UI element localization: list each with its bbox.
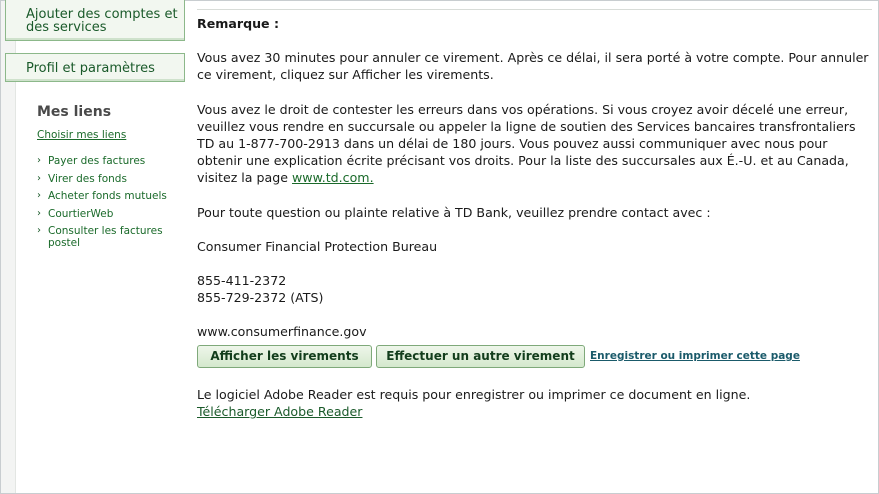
action-buttons — [197, 344, 800, 368]
chevron-right-icon: › — [37, 172, 41, 184]
main-content — [197, 15, 872, 341]
remarque-heading: Remarque : — [197, 16, 280, 31]
link-label: Acheter fonds mutuels — [48, 190, 167, 202]
content-top-divider — [197, 9, 872, 10]
link-virer-fonds[interactable] — [37, 173, 177, 185]
another-transfer-button[interactable]: Effectuer un autre virement — [376, 345, 585, 368]
chevron-right-icon: › — [37, 155, 41, 166]
td-website-link[interactable]: www.td.com. — [292, 170, 374, 186]
cancel-note: Vous avez 30 minutes pour annuler ce virement. Après ce délai, il sera porté à votre compte. Pour annuler ce virement, cliquez sur Afficher les virements. — [197, 50, 869, 83]
adobe-reader-note: Le logiciel Adobe Reader est requis pour enregistrer ou imprimer ce document en ligne. — [197, 387, 751, 402]
chevron-right-icon: › — [37, 225, 41, 236]
download-adobe-reader-link[interactable]: Télécharger Adobe Reader — [197, 404, 363, 419]
dispute-note-text: Vous avez le droit de contester les erreurs dans vos opérations. Si vous croyez avoir décelé une erreur, veuillez vous rendre en succursale ou appeler la ligne de soutien des Services bancaires transfrontaliers TD au 1-877-700-2913 dans un délai de 180 jours. Vous pouvez aussi communiquer avec nous pour obtenir une explication écrite précisant vos droits. Pour la liste des succursales aux É.-U. et au Canada, visitez la page — [197, 101, 856, 186]
link-payer-factures[interactable] — [37, 155, 177, 167]
link-label: Consulter les factures postel — [48, 225, 163, 249]
save-print-link[interactable]: Enregistrer ou imprimer cette page — [590, 350, 800, 362]
chevron-right-icon: › — [37, 190, 41, 201]
link-acheter-fonds-mutuels[interactable] — [37, 190, 177, 202]
phone-number-tty: 855-729-2372 (ATS) — [197, 290, 324, 306]
phone-number: 855-411-2372 — [197, 273, 287, 289]
mes-liens-list — [37, 155, 177, 255]
link-label: Virer des fonds — [48, 172, 127, 185]
view-transfers-button[interactable]: Afficher les virements — [197, 345, 372, 368]
nav-add-accounts-services[interactable]: Ajouter des comptes et des services — [5, 0, 185, 41]
bureau-website: www.consumerfinance.gov — [197, 324, 367, 340]
link-label: CourtierWeb — [48, 207, 114, 220]
chevron-right-icon: › — [37, 207, 41, 219]
mes-liens-heading: Mes liens — [37, 104, 112, 120]
choose-links-link[interactable]: Choisir mes liens — [37, 129, 127, 141]
bureau-name: Consumer Financial Protection Bureau — [197, 238, 438, 254]
complaint-intro: Pour toute question ou plainte relative à TD Bank, veuillez prendre contact avec : — [197, 204, 711, 220]
link-consulter-factures-postel[interactable] — [37, 225, 177, 249]
dispute-note — [197, 101, 872, 187]
link-courtierweb[interactable] — [37, 208, 177, 220]
nav-profile-settings[interactable]: Profil et paramètres — [5, 53, 185, 82]
link-label: Payer des factures — [48, 155, 146, 167]
